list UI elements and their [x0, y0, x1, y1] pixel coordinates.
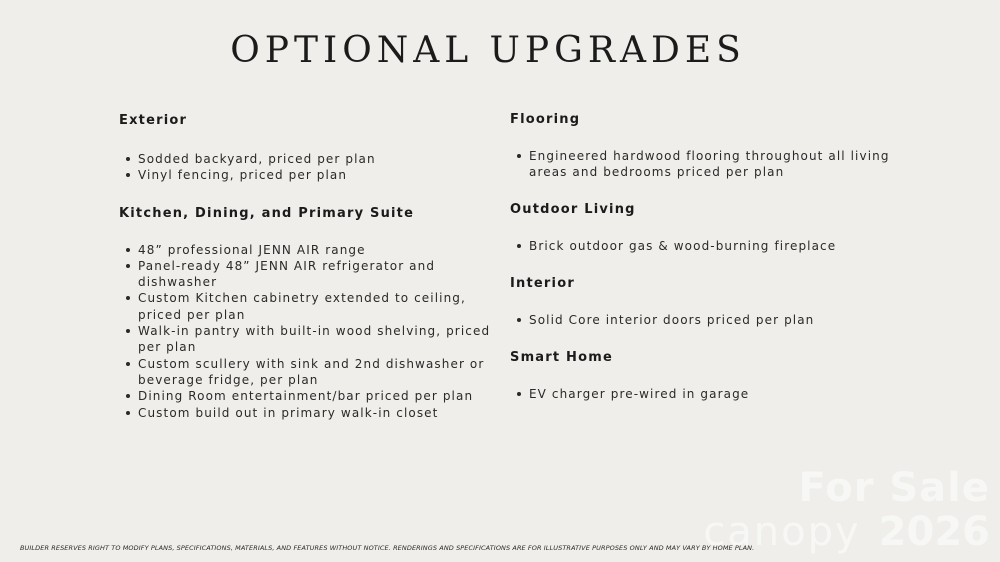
- list-item: Panel-ready 48” JENN AIR refrigerator and dishwasher: [119, 258, 499, 291]
- list-item: Walk-in pantry with built-in wood shelving, priced per plan: [119, 323, 499, 356]
- exterior-list: [119, 151, 499, 184]
- flooring-list: [510, 148, 890, 181]
- left-column: [119, 108, 499, 421]
- disclaimer: BUILDER RESERVES RIGHT TO MODIFY PLANS, SPECIFICATIONS, MATERIALS, AND FEATURES WITHOUT NOTICE. RENDERINGS AND SPECIFICATIONS ARE FOR ILLUSTRATIVE PURPOSES ONLY AND MAY VARY BY HOME PLAN.: [20, 544, 755, 552]
- list-item: EV charger pre-wired in garage: [510, 386, 890, 402]
- kitchen-list: [119, 242, 499, 421]
- section-heading-outdoor-living: Outdoor Living: [510, 201, 636, 217]
- watermark: [703, 465, 990, 555]
- list-item: Vinyl fencing, priced per plan: [119, 167, 499, 183]
- right-column: [510, 108, 890, 402]
- interior-list: [510, 312, 890, 328]
- watermark-brand: canopy: [703, 509, 861, 555]
- section-heading-kitchen: Kitchen, Dining, and Primary Suite: [119, 205, 415, 221]
- list-item: Brick outdoor gas & wood-burning fireplace: [510, 238, 890, 254]
- section-heading-interior: Interior: [510, 275, 575, 291]
- watermark-for-sale: For Sale: [798, 465, 990, 511]
- section-heading-flooring: Flooring: [510, 112, 581, 127]
- list-item: Solid Core interior doors priced per plan: [510, 312, 890, 328]
- section-heading-smart-home: Smart Home: [510, 350, 614, 366]
- smart-home-list: [510, 386, 890, 402]
- list-item: Engineered hardwood flooring throughout all living areas and bedrooms priced per plan: [510, 148, 890, 181]
- list-item: Custom Kitchen cabinetry extended to ceiling, priced per plan: [119, 290, 499, 323]
- list-item: Custom scullery with sink and 2nd dishwasher or beverage fridge, per plan: [119, 356, 499, 389]
- outdoor-living-list: [510, 238, 890, 254]
- list-item: Sodded backyard, priced per plan: [119, 151, 499, 167]
- watermark-year: 2026: [878, 509, 990, 555]
- list-item: 48” professional JENN AIR range: [119, 242, 499, 258]
- page-title: OPTIONAL UPGRADES: [230, 30, 746, 71]
- section-heading-exterior: Exterior: [119, 113, 188, 128]
- list-item: Custom build out in primary walk-in closet: [119, 405, 499, 421]
- list-item: Dining Room entertainment/bar priced per plan: [119, 388, 499, 404]
